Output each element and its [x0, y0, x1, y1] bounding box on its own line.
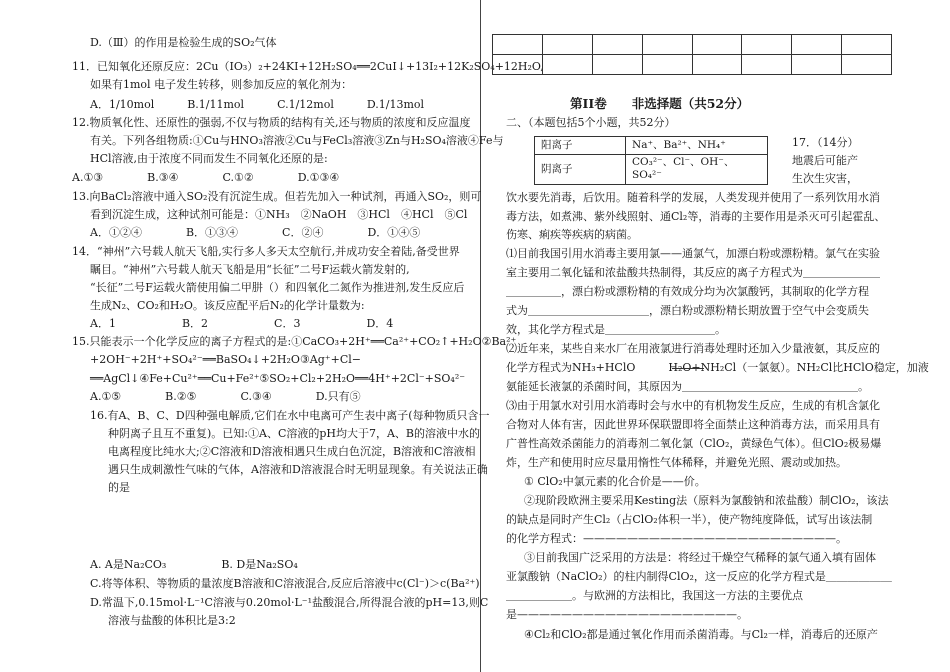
q17-side-2: 生次生灾害， [792, 172, 858, 185]
q12-stem-cont: 有关。下列各组物质:①Cu与HNO₃溶液②Cu与FeCl₃溶液③Zn与H₂SO₄溶液④Fe与 [90, 134, 504, 147]
section-title: 第II卷 非选择题（共52分） [570, 96, 750, 111]
q17-part2-cont: 氨能延长液氯的杀菌时间，其原因为＿＿＿＿＿＿＿＿＿＿＿＿＿＿＿＿。 [506, 380, 869, 393]
q11-stem-cont: 如果有1mol 电子发生转移，则参加反应的氧化剂为： [90, 78, 353, 91]
q13-stem: 13.向BaCl₂溶液中通入SO₂没有沉淀生成。但若先加入一种试剂，再通入SO₂，则可 [72, 190, 482, 203]
q15-stem-cont2: ══AgCl↓④Fe+Cu²⁺══Cu+Fe²⁺⑤SO₂+Cl₂+2H₂O══4H⁺+2Cl⁻+SO₄²⁻ [90, 372, 466, 385]
q17-sub3: ③目前我国广泛采用的方法是：将经过干燥空气稀释的氯气通入填有固体 [524, 551, 876, 564]
q17-part3-cont: 炸，生产和使用时应尽量用惰性气体稀释，并避免光照、震动或加热。 [506, 456, 847, 469]
answer-grid [492, 34, 892, 75]
ion-table-ions: Na⁺、Ba²⁺、NH₄⁺ [626, 137, 768, 155]
ion-table-ions: CO₃²⁻、Cl⁻、OH⁻、SO₄²⁻ [626, 155, 768, 185]
ion-table [534, 136, 768, 185]
q16-stem-cont3: 遇只生成刺激性气味的气体，A溶液和D溶液混合时无明显现象。有关说法正确 [108, 463, 488, 476]
q16-option-c: C.将等体积、等物质的量浓度B溶液和C溶液混合,反应后溶液中c(Cl⁻)＞c(Ba²⁺) [90, 577, 480, 590]
ion-table-label: 阴离子 [535, 155, 626, 185]
q17-sub3-cont: 是————————————————————。 [506, 608, 748, 621]
q17-part2: ⑵近年来，某些自来水厂在用液氯进行消毒处理时还加入少量液氨，其反应的 [506, 342, 880, 355]
q14-stem-cont: 瞩目。“神州”六号载人航天飞船是用“长征”二号F运载火箭发射的, [90, 263, 410, 276]
q14-stem-cont3: 生成N₂、CO₂和H₂O。该反应配平后N₂的化学计量数为: [90, 299, 365, 312]
q17-sub1: ① ClO₂中氯元素的化合价是——价。 [524, 475, 706, 488]
q17-sub4: ④Cl₂和ClO₂都是通过氧化作用而杀菌消毒。与Cl₂一样，消毒后的还原产 [524, 628, 878, 641]
ion-table-row [535, 137, 768, 155]
q17-part1-cont: 式为＿＿＿＿＿＿＿＿＿＿＿，漂白粉或漂粉精长期放置于空气中会变质失 [506, 304, 869, 317]
q15-options: A.①⑤ B.②⑤ C.③④ D.只有⑤ [90, 390, 361, 403]
q17-part2-equation: 化学方程式为NH₃+HClO H₂O+NH₂Cl（一氯氨）。NH₂Cl比HClO稳定，加液 [506, 361, 929, 374]
ion-table-row [535, 155, 768, 185]
q17-sub2-cont: 的化学方程式：———————————————————————。 [506, 532, 847, 545]
q11-stem: 11．已知氧化还原反应：2Cu（IO₃）₂+24KI+12H₂SO₄══2CuI↓+13I₂+12K₂SO₄+12H₂O, [72, 60, 544, 73]
q15-stem-cont: +2OH⁻+2H⁺+SO₄²⁻══BaSO₄↓+2H₂O③Ag⁺+Cl− [90, 353, 361, 366]
q16-stem-cont4: 的是 [108, 481, 130, 494]
q15-stem: 15.只能表示一个化学反应的离子方程式的是:①CaCO₃+2H⁺══Ca²⁺+CO₂↑+H₂O②Ba²⁺ [72, 335, 517, 348]
ion-table-label: 阳离子 [535, 137, 626, 155]
q17-part1-cont: 室主要用二氧化锰和浓盐酸共热制得，其反应的离子方程式为＿＿＿＿＿＿＿ [506, 266, 880, 279]
q17-part3-cont: 合物对人体有害，因此世界环保联盟即将全面禁止这种消毒方法，而采用具有 [506, 418, 880, 431]
q17-line: 毒方法，如煮沸、紫外线照射、通Cl₂等，消毒的主要作用是杀灭可引起霍乱、 [506, 210, 886, 223]
q17-part3-cont: 广普性高效杀菌能力的消毒剂二氧化氯（ClO₂，黄绿色气体）。但ClO₂极易爆 [506, 437, 882, 450]
q14-stem: 14．“神州”六号载人航天飞船,实行多人多天太空航行,并成功安全着陆,备受世界 [72, 245, 460, 258]
q17-part1-cont: 效，其化学方程式是＿＿＿＿＿＿＿＿＿＿。 [506, 323, 726, 336]
q17-head: 17．（14分） [792, 136, 859, 149]
q12-stem: 12.物质氧化性、还原性的强弱,不仅与物质的结构有关,还与物质的浓度和反应温度 [72, 116, 471, 129]
q12-stem-cont2: HCl溶液,由于浓度不同而发生不同氧化还原的是: [90, 152, 328, 165]
q16-option-ab: A. A是Na₂CO₃ B. D是Na₂SO₄ [90, 558, 298, 571]
q16-stem-cont2: 电离程度比纯水大;②C溶液和D溶液相遇只生成白色沉淀，B溶液和C溶液相 [108, 445, 476, 458]
q17-sub2: ②现阶段欧洲主要采用Kesting法（原料为氯酸钠和浓盐酸）制ClO₂，该法 [524, 494, 889, 507]
q17-sub3-cont: ＿＿＿＿＿＿。与欧洲的方法相比，我国这一方法的主要优点 [506, 589, 803, 602]
q12-options: A.①③ B.③④ C.①② D.①③④ [72, 171, 340, 184]
q17-part1-cont: ＿＿＿＿＿，漂白粉或漂粉精的有效成分均为次氯酸钙，其制取的化学方程 [506, 285, 869, 298]
q16-option-d: D.常温下,0.15mol·L⁻¹C溶液与0.20mol·L⁻¹盐酸混合,所得混合液的pH=13,则C [90, 596, 489, 609]
q10-option-d: D.（Ⅲ）的作用是检验生成的SO₂气体 [90, 36, 277, 49]
q17-side: 地震后可能产 [792, 154, 858, 167]
q13-stem-cont: 看到沉淀生成，这种试剂可能是：①NH₃ ②NaOH ③HCl ④HCl ⑤Cl [90, 208, 468, 221]
q16-option-d-cont: 溶液与盐酸的体积比是3:2 [108, 614, 236, 627]
q13-options: A．①②④ B．①③④ C．②④ D．①④⑤ [90, 226, 421, 239]
q17-sub3-cont: 亚氯酸钠（NaClO₂）的柱内制得ClO₂，这一反应的化学方程式是＿＿＿＿＿＿ [506, 570, 892, 583]
reversible-arrow-icon [672, 368, 704, 369]
q14-options: A．1 B．2 C．3 D．4 [90, 317, 394, 330]
q16-stem: 16.有A、B、C、D四种强电解质,它们在水中电离可产生表中离子(每种物质只含一 [90, 409, 490, 422]
section-intro: 二、（本题包括5个小题，共52分） [506, 116, 676, 129]
q11-options: A．1/10mol B.1/11mol C.1/12mol D.1/13mol [90, 98, 425, 111]
q16-stem-cont: 种阴离子且互不重复)。已知:①A、C溶液的pH均大于7，A、B的溶液中水的 [108, 427, 481, 440]
q17-part3: ⑶由于用氯水对引用水消毒时会与水中的有机物发生反应，生成的有机含氯化 [506, 399, 880, 412]
q17-sub2-cont: 的缺点是同时产生Cl₂（占ClO₂体积一半），使产物纯度降低，试写出该法制 [506, 513, 873, 526]
q17-line: 饮水要先消毒，后饮用。随着科学的发展，人类发现并使用了一系列饮用水消 [506, 191, 880, 204]
q14-stem-cont2: “长征”二号F运载火箭使用偏二甲肼（）和四氧化二氮作为推进剂,发生反应后 [90, 281, 465, 294]
q17-line: 伤寒、痢疾等疾病的病菌。 [506, 228, 638, 241]
q17-part1: ⑴目前我国引用水消毒主要用氯——通氯气，加漂白粉或漂粉精。氯气在实验 [506, 247, 880, 260]
